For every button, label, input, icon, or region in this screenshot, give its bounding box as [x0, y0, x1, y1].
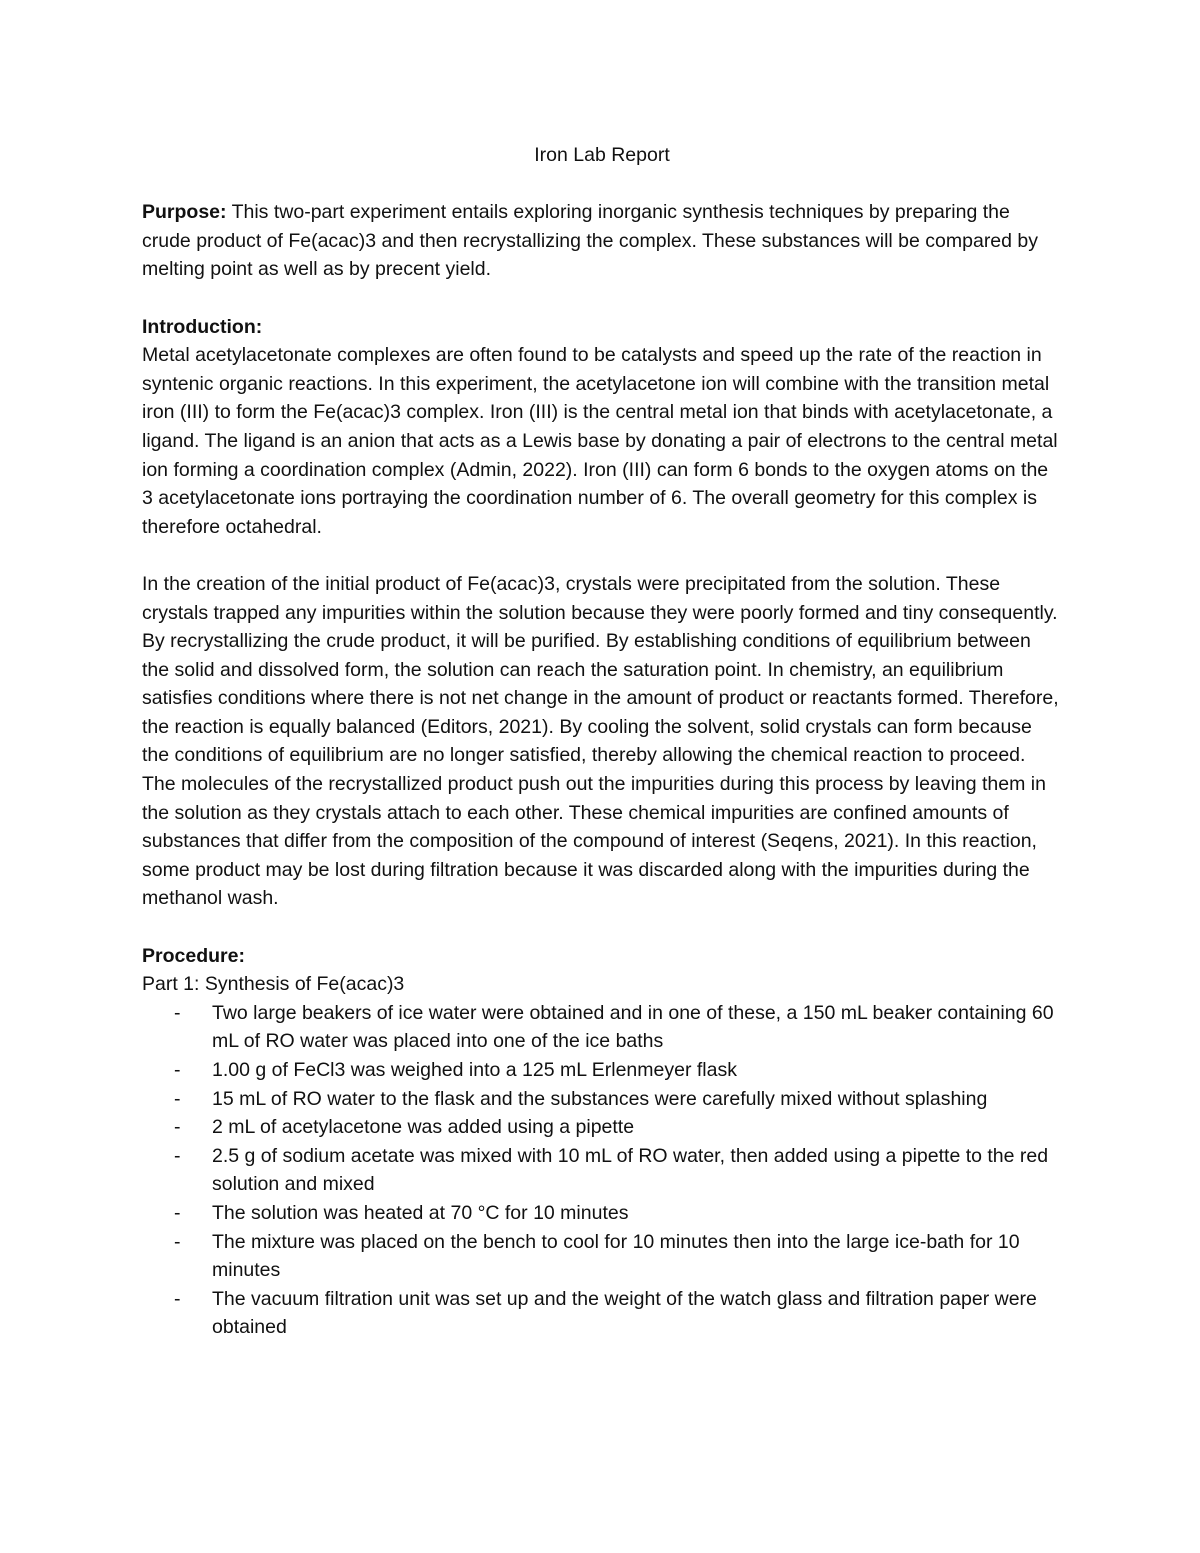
document-page: [142, 141, 1062, 1342]
procedure-step: - The mixture was placed on the bench to cool for 10 minutes then into the large ice-bath for 10 minutes: [212, 1228, 1062, 1285]
spacer: [142, 913, 1062, 942]
spacer: [142, 284, 1062, 313]
procedure-step: - 15 mL of RO water to the flask and the substances were carefully mixed without splashing: [212, 1085, 1062, 1114]
procedure-steps-list: [142, 999, 1062, 1342]
page-title: Iron Lab Report: [534, 144, 670, 166]
purpose-paragraph: [142, 198, 1062, 284]
purpose-text: This two-part experiment entails exploring inorganic synthesis techniques by preparing the crude product of Fe(acac)3 and then recrystallizing the complex. These substances will be compared by melting point as well as by precent yield.: [142, 201, 1039, 281]
procedure-step: - The vacuum filtration unit was set up and the weight of the watch glass and filtration paper were obtained: [212, 1285, 1062, 1342]
procedure-step: - The solution was heated at 70 °C for 10 minutes: [212, 1199, 1062, 1228]
introduction-paragraph-2: In the creation of the initial product of Fe(acac)3, crystals were precipitated from the solution. These crystals trapped any impurities within the solution because they were poorly formed and tiny consequently. By recrystallizing the crude product, it will be purified. By establishing conditions of equilibrium between the solid and dissolved form, the solution can reach the saturation point. In chemistry, an equilibrium satisfies conditions where there is not net change in the amount of product or reactants formed. Therefore, the reaction is equally balanced (Editors, 2021). By cooling the solvent, solid crystals can form because the conditions of equilibrium are no longer satisfied, thereby allowing the chemical reaction to proceed. The molecules of the recrystallized product push out the impurities during this process by leaving them in the solution as they crystals attach to each other. These chemical impurities are confined amounts of substances that differ from the composition of the compound of interest (Seqens, 2021). In this reaction, some product may be lost during filtration because it was discarded along with the impurities during the methanol wash.: [142, 572, 1059, 910]
procedure-heading: Procedure:: [142, 944, 245, 967]
procedure-step: - 2.5 g of sodium acetate was mixed with 10 mL of RO water, then added using a pipette to the red solution and mixed: [212, 1142, 1062, 1199]
spacer: [142, 541, 1062, 570]
procedure-step: - Two large beakers of ice water were obtained and in one of these, a 150 mL beaker containing 60 mL of RO water was placed into one of the ice baths: [212, 999, 1062, 1056]
introduction-heading: Introduction:: [142, 315, 263, 338]
procedure-step: - 2 mL of acetylacetone was added using a pipette: [212, 1113, 1062, 1142]
part1-title: Part 1: Synthesis of Fe(acac)3: [142, 973, 405, 996]
procedure-step: - 1.00 g of FeCl3 was weighed into a 125 mL Erlenmeyer flask: [212, 1056, 1062, 1085]
purpose-heading: Purpose:: [142, 201, 227, 224]
introduction-paragraph-1: Metal acetylacetonate complexes are often found to be catalysts and speed up the rate of the reaction in syntenic organic reactions. In this experiment, the acetylacetone ion will combine with the transition metal iron (III) to form the Fe(acac)3 complex. Iron (III) is the central metal ion that binds with acetylacetonate, a ligand. The ligand is an anion that acts as a Lewis base by donating a pair of electrons to the central metal ion forming a coordination complex (Admin, 2022). Iron (III) can form 6 bonds to the oxygen atoms on the 3 acetylacetonate ions portraying the coordination number of 6. The overall geometry for this complex is therefore octahedral.: [142, 344, 1058, 538]
